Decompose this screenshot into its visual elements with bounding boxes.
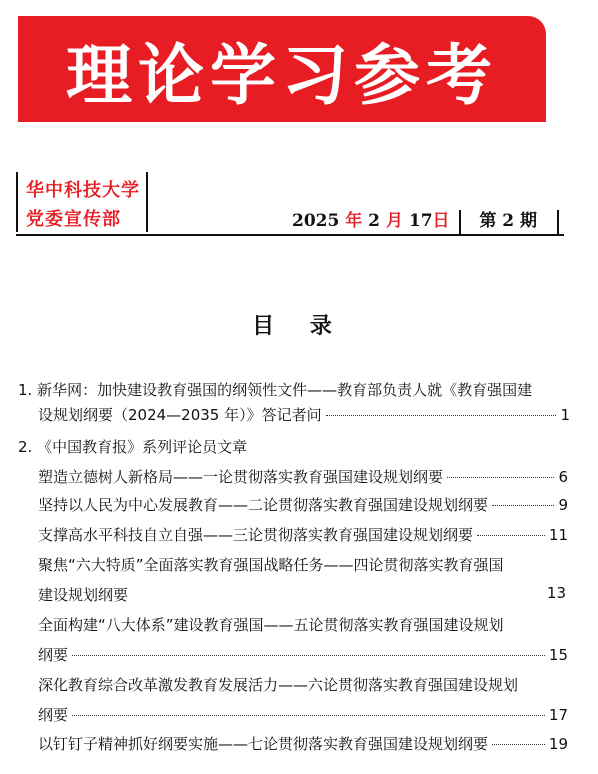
date-day: 17 — [408, 211, 433, 231]
toc-page-number: 15 — [548, 646, 568, 664]
toc-item-2-heading[interactable]: 2. 《中国教育报》系列评论员文章 — [18, 438, 248, 456]
leader-dots — [447, 477, 554, 478]
toc-sub-title-line1[interactable]: 全面构建“八大体系”建设教育强国——五论贯彻落实教育强国建设规划 — [38, 616, 504, 634]
date-day-unit: 日 — [432, 211, 450, 231]
publisher-block — [16, 172, 148, 232]
toc-page-number: 17 — [548, 706, 568, 724]
leader-dots — [326, 415, 557, 416]
toc-sub-title: 以钉钉子精神抓好纲要实施——七论贯彻落实教育强国建设规划纲要 — [38, 735, 489, 753]
divider — [459, 210, 461, 234]
toc-page-number: 9 — [558, 496, 568, 514]
toc-sub-title: 坚持以人民为中心发展教育——二论贯彻落实教育强国建设规划纲要 — [38, 496, 489, 514]
publisher-university: 华中科技大学 — [26, 180, 140, 201]
toc-sub-title-line2: 纲要 — [38, 646, 69, 664]
leader-dots — [492, 744, 545, 745]
toc-sub-entry[interactable] — [38, 704, 568, 726]
header-rule — [16, 234, 564, 236]
leader-dots — [72, 715, 545, 716]
toc-sub-entry[interactable] — [38, 644, 568, 666]
masthead-banner — [18, 16, 546, 122]
date-month: 2 — [368, 211, 381, 231]
toc-sub-entry[interactable] — [38, 733, 568, 755]
toc-page-number: 6 — [558, 468, 568, 486]
leader-dots — [72, 655, 545, 656]
publisher-department: 党委宣传部 — [26, 209, 121, 230]
toc-page-number: 1 — [560, 406, 570, 424]
date-month-unit: 月 — [385, 211, 403, 231]
divider — [557, 210, 559, 234]
toc-sub-title-line2: 纲要 — [38, 706, 69, 724]
toc-sub-entry[interactable] — [38, 494, 568, 516]
toc-sub-entry[interactable] — [38, 466, 568, 488]
toc-title: 目 录 — [252, 314, 346, 339]
toc-sub-title-line1[interactable]: 聚焦“六大特质”全面落实教育强国战略任务——四论贯彻落实教育强国 — [38, 556, 504, 574]
toc-sub-title-line1[interactable]: 深化教育综合改革激发教育发展活力——六论贯彻落实教育强国建设规划 — [38, 676, 519, 694]
toc-page-number: 11 — [548, 526, 568, 544]
toc-item-1-line2: 设规划纲要（2024—2035 年）》答记者问 — [38, 406, 322, 424]
toc-sub-title: 塑造立德树人新格局——一论贯彻落实教育强国建设规划纲要 — [38, 468, 444, 486]
toc-page-number: 13 — [546, 584, 566, 602]
toc-sub-entry[interactable] — [38, 524, 568, 546]
date-year: 2025 — [292, 211, 340, 231]
toc-sub-title: 支撑高水平科技自立自强——三论贯彻落实教育强国建设规划纲要 — [38, 526, 474, 544]
leader-dots — [492, 505, 554, 506]
leader-dots — [477, 535, 545, 536]
issue-number: 第 2 期 — [479, 211, 538, 231]
toc-item-1[interactable] — [38, 404, 570, 426]
toc-page-number: 19 — [548, 735, 568, 753]
publication-title: 理论学习参考 — [66, 35, 498, 114]
issue-date-row — [292, 206, 559, 230]
toc-item-1-line1[interactable]: 1. 新华网：加快建设教育强国的纲领性文件——教育部负责人就《教育强国建 — [18, 381, 533, 399]
toc-sub-title-line2: 建设规划纲要 — [38, 586, 129, 604]
date-year-unit: 年 — [345, 211, 363, 231]
